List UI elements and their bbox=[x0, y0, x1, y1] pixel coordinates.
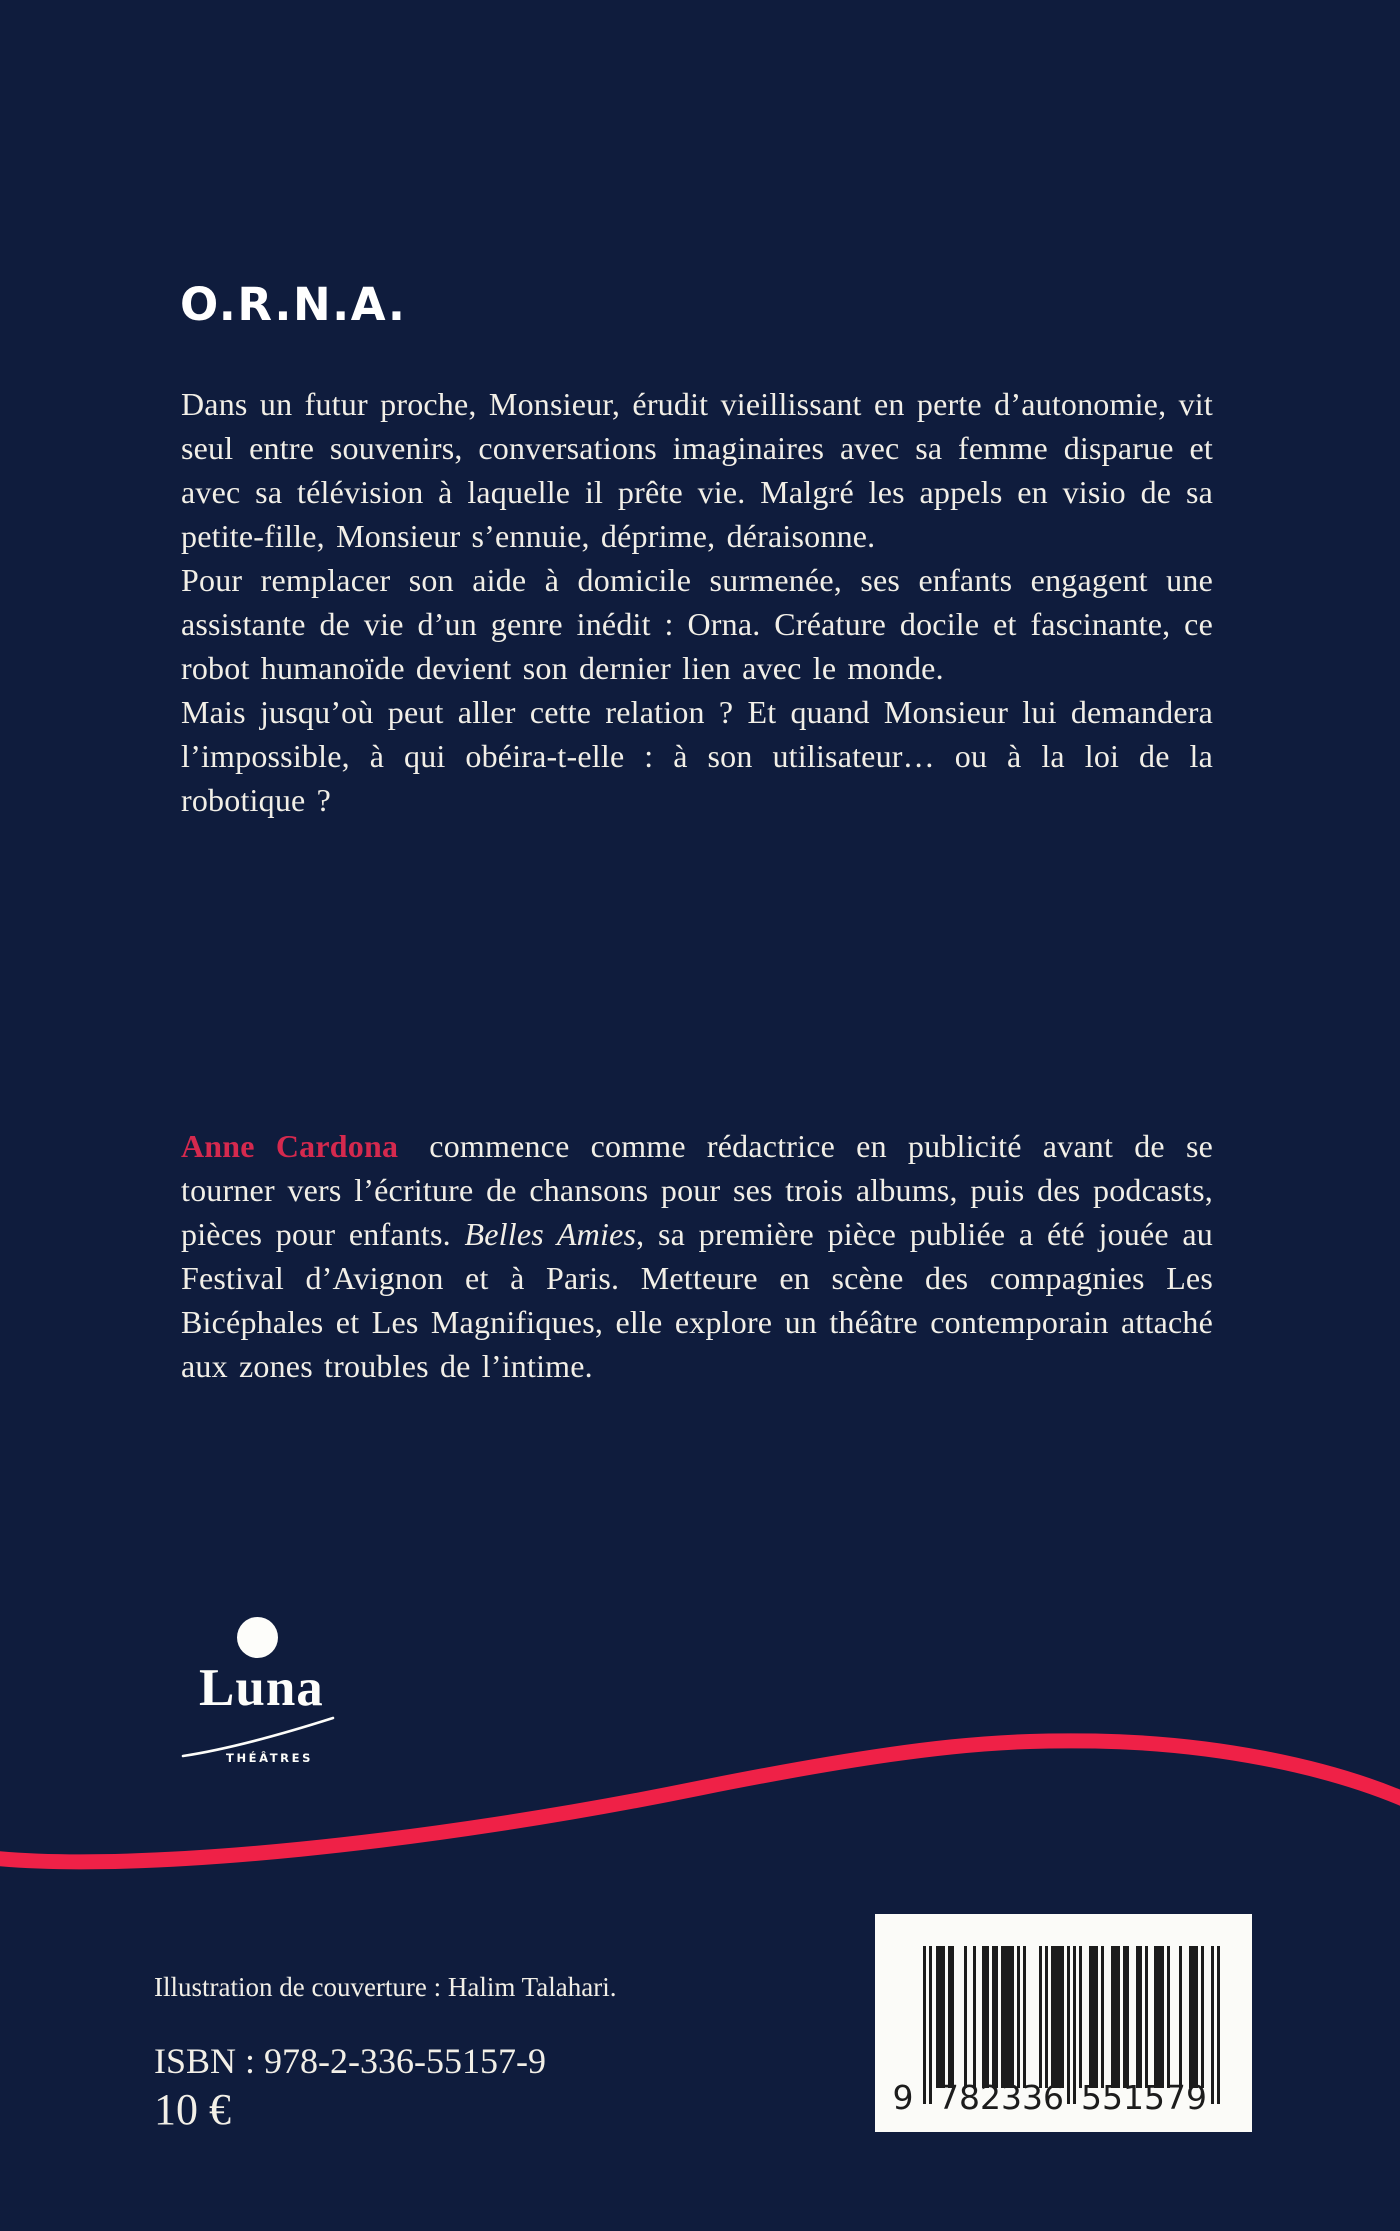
barcode-bar bbox=[1217, 1946, 1220, 2104]
barcode-bar bbox=[973, 1946, 976, 2088]
barcode-bar bbox=[1154, 1946, 1163, 2088]
barcode-bar bbox=[964, 1946, 967, 2088]
book-title: O.R.N.A. bbox=[180, 278, 407, 331]
synopsis-paragraph-2: Pour remplacer son aide à domicile surmenée, ses enfants engagent une assistante de vie d’un genre inédit : Orna. Créature docile et fascinante, ce robot humanoïde devient son dernier lien avec le monde. bbox=[181, 562, 1213, 686]
barcode-bar bbox=[1001, 1946, 1014, 2088]
barcode-bar bbox=[1167, 1946, 1170, 2088]
barcode-bar bbox=[1201, 1946, 1204, 2088]
barcode-bar bbox=[982, 1946, 988, 2088]
barcode-digit-group2: 551579 bbox=[1081, 2078, 1207, 2117]
bio-text-part1: commence comme rédactrice en publicité avant de se tourner vers l’écriture de chansons pour ses trois albums, puis des podcasts, pièces pour enfants. bbox=[181, 1128, 1214, 1252]
barcode-bar bbox=[1189, 1946, 1198, 2088]
barcode-bar bbox=[1067, 1946, 1070, 2104]
author-bio bbox=[181, 1124, 1213, 1388]
barcode-bar bbox=[1211, 1946, 1214, 2104]
barcode-digit-group1: 782336 bbox=[938, 2078, 1064, 2117]
red-wave-decoration bbox=[0, 1715, 1400, 1890]
synopsis-paragraph-1: Dans un futur proche, Monsieur, érudit vieillissant en perte d’autonomie, vit seul entre souvenirs, conversations imaginaires avec sa femme disparue et avec sa télévision à laquelle il prête vie. Malgré les appels en visio de sa petite-fille, Monsieur s’ennuie, déprime, déraisonne. bbox=[181, 386, 1213, 554]
price-text: 10 € bbox=[154, 2085, 231, 2134]
moon-icon bbox=[237, 1617, 278, 1658]
barcode-bar bbox=[1073, 1946, 1076, 2104]
barcode-bar bbox=[1123, 1946, 1129, 2088]
barcode-bar bbox=[1136, 1946, 1142, 2088]
synopsis bbox=[181, 382, 1213, 822]
barcode-bar bbox=[1017, 1946, 1020, 2088]
barcode-bar bbox=[992, 1946, 998, 2088]
author-bio-paragraph bbox=[181, 1124, 1213, 1388]
barcode-bar bbox=[936, 1946, 945, 2088]
barcode-bar bbox=[1179, 1946, 1182, 2088]
barcode-bar bbox=[1079, 1946, 1082, 2088]
barcode-bar bbox=[1023, 1946, 1026, 2088]
publisher-name: Luna bbox=[199, 1659, 324, 1717]
barcode-bar bbox=[923, 1946, 926, 2104]
author-name: Anne Cardona bbox=[181, 1128, 399, 1164]
barcode bbox=[875, 1914, 1252, 2132]
illustration-credit: Illustration de couverture : Halim Talahari. bbox=[154, 1972, 617, 2002]
barcode-bar bbox=[1111, 1946, 1120, 2088]
barcode-bar bbox=[1089, 1946, 1098, 2088]
synopsis-paragraph-3: Mais jusqu’où peut aller cette relation ? Et quand Monsieur lui demandera l’impossible, à qui obéira-t-elle : à son utilisateur… ou à la loi de la robotique ? bbox=[181, 694, 1213, 818]
barcode-bar bbox=[1051, 1946, 1064, 2088]
publisher-subname: THÉÂTRES bbox=[226, 1751, 313, 1765]
barcode-bar bbox=[1101, 1946, 1104, 2088]
barcode-bar bbox=[929, 1946, 932, 2104]
bio-text-part2: , sa première pièce publiée a été jouée au Festival d’Avignon et à Paris. Metteure en scène des compagnies Les Bicéphales et Les Magnifiques, elle explore un théâtre contemporain attaché aux zones troubles de l’intime. bbox=[181, 1216, 1213, 1384]
barcode-bar bbox=[1145, 1946, 1148, 2088]
barcode-bar bbox=[1039, 1946, 1042, 2088]
barcode-bar bbox=[948, 1946, 954, 2088]
isbn-text: ISBN : 978-2-336-55157-9 bbox=[154, 2041, 546, 2081]
bio-work-title: Belles Amies bbox=[464, 1216, 637, 1252]
barcode-bar bbox=[1045, 1946, 1048, 2088]
barcode-digit-first: 9 bbox=[892, 2078, 914, 2117]
